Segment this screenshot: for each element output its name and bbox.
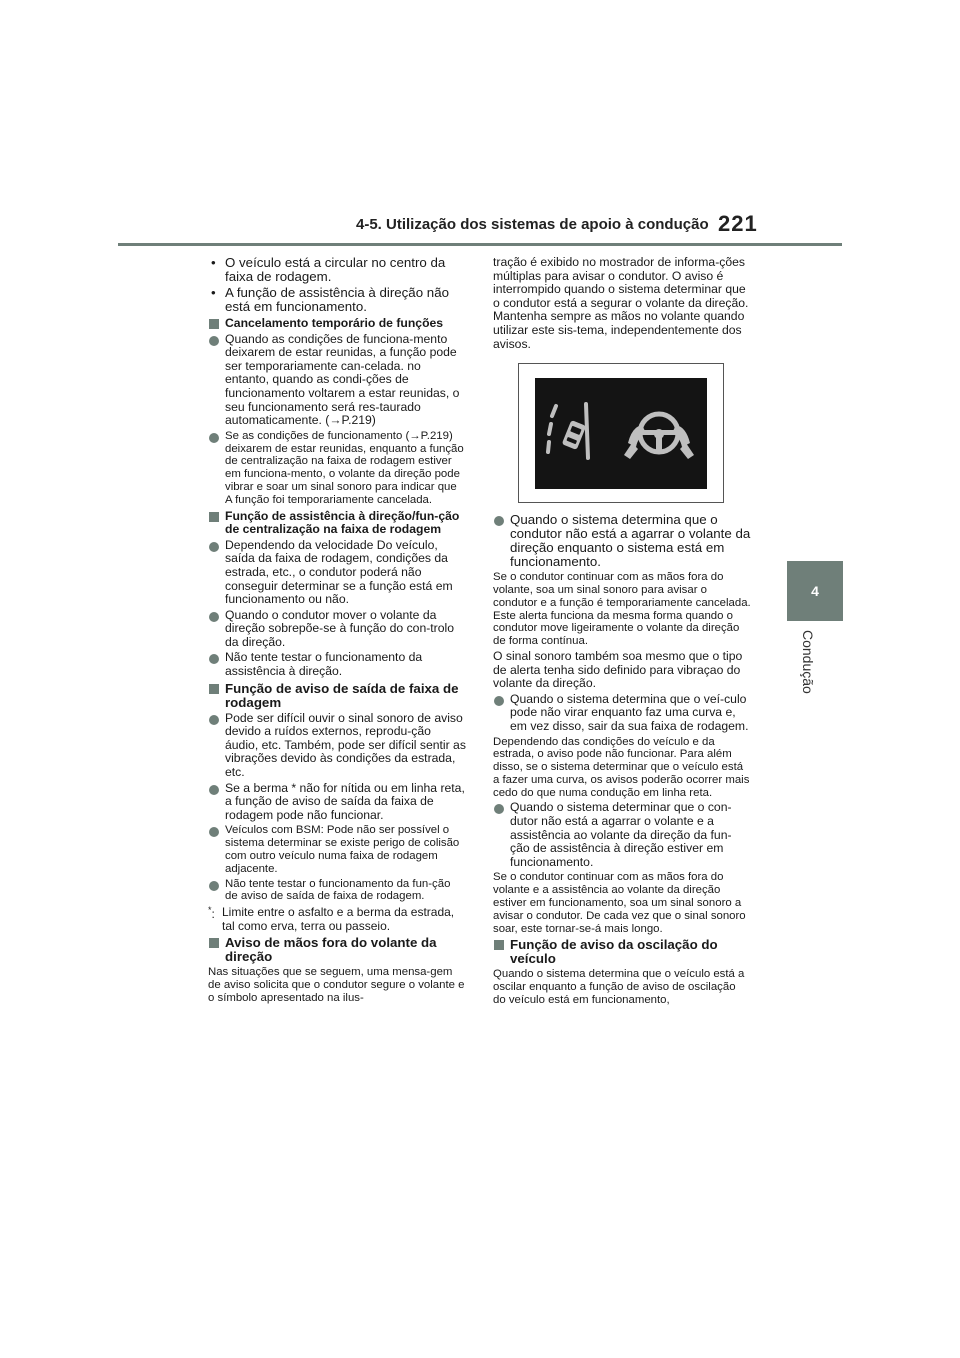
dot-item: Não tente testar o funcionamento da fun-ção de aviso de saída de faixa de rodagem. — [208, 878, 466, 904]
bullet-item: • O veículo está a circular no centro da faixa de rodagem. — [208, 256, 466, 284]
footnote-mark: *: — [208, 905, 215, 922]
dot-item: Veículos com BSM: Pode não ser possível o sistema determinar se existe perigo de colisão com outro veículo numa faixa de rodagem adjacente. — [208, 824, 466, 875]
dot-item: Dependendo da velocidade Do veículo, saída da faixa de rodagem, condições da estrada, etc., o condutor poderá não conseguir determinar se a função está em funcionamento ou não. — [208, 539, 466, 607]
left-column — [208, 256, 466, 1007]
chapter-title: 4-5. Utilização dos sistemas de apoio à condução — [356, 216, 709, 233]
section-heading: Aviso de mãos fora do volante da direção — [208, 936, 466, 964]
dot-item: Quando o condutor mover o volante da direção sobrepõe-se à função do con-trolo da direção. — [208, 609, 466, 650]
paragraph: Dependendo das condições do veículo e da estrada, o aviso pode não funcionar. Para além disso, se o sistema determinar que o veículo está a fazer uma curva, os avisos poderão ocorrer mais cedo do que numa condução em linha reta. — [493, 735, 750, 799]
footnote-text: Limite entre o asfalto e a berma da estrada, tal como erva, terra ou passeio. — [222, 905, 455, 933]
paragraph: O sinal sonoro também soa mesmo que o tipo de alerta tenha sido definido para vibraçao do volante da direção. — [493, 648, 743, 691]
section-heading: Função de aviso de saída de faixa de rodagem — [208, 682, 466, 710]
right-column — [493, 256, 751, 1009]
header-rule — [118, 243, 842, 246]
warning-illustration — [518, 363, 724, 503]
dot-item: Quando as condições de funciona-mento deixarem de estar reunidas, a função pode ser temporariamente can-celada. no entanto, quando as condi-ções de funcionamento voltarem a estar reunidas, o seu funcionamento será res-taurado automaticamente. (→P.219) — [208, 333, 466, 428]
chapter-tab-label: Condução — [800, 630, 816, 694]
lane-departure-icon — [546, 396, 600, 470]
dot-item: Se a berma * não for nítida ou em linha reta, a função de aviso de saída da faixa de rodagem pode não funcionar. — [208, 782, 466, 823]
page-number: 221 — [718, 211, 758, 236]
section-heading: Função de aviso da oscilação do veículo — [493, 938, 751, 966]
section-heading: Função de assistência à direção/fun-ção de centralização na faixa de rodagem — [208, 510, 466, 537]
dot-item: Quando o sistema determina que o veí-culo pode não virar enquanto faz uma curva e, em vez disso, sair da sua faixa de rodagem. — [493, 693, 751, 734]
paragraph: Nas situações que se seguem, uma mensa-gem de aviso solicita que o condutor segure o volante e o símbolo apresentado na ilus- — [208, 966, 465, 1004]
bullet-item: • A função de assistência à direção não está em funcionamento. — [208, 286, 466, 314]
paragraph: Se o condutor continuar com as mãos fora do volante, soa um sinal sonoro para avisar o condutor e a função é temporariamente cancelada. Este alerta funciona da mesma forma quando o condutor move ligeiramente o volante da direção de forma contínua. — [493, 571, 751, 648]
chapter-tab-number: 4 — [811, 583, 819, 599]
dot-item: Quando o sistema determina que o condutor não está a agarrar o volante da direção enquanto o sistema está em funcionamento. — [493, 513, 751, 569]
paragraph: tração é exibido no mostrador de informa-ções múltiplas para avisar o condutor. O aviso é interrompido quando o sistema determinar que o condutor está a segurar o volante da direção. Mantenha sempre as mãos no volante quando utilizar este sis-tema, independentemente dos avisos. — [493, 255, 749, 351]
section-heading: Cancelamento temporário de funções — [208, 317, 466, 331]
chapter-tab[interactable] — [787, 561, 843, 621]
dot-item: Quando o sistema determinar que o con-dutor não está a agarrar o volante e a assistência ao volante da direção da fun-ção de assistência à direção estiver em funcionamento. — [493, 801, 751, 869]
paragraph: Se o condutor continuar com as mãos fora do volante e a assistência ao volante da direção estiver em funcionamento, soa um sinal sonoro a avisar o condutor. De cada vez que o sinal sonoro soar, este tornar-se-á mais longo. — [493, 871, 746, 935]
dot-item: Pode ser difícil ouvir o sinal sonoro de aviso devido a ruídos externos, reprodu-ção áudio, etc. Também, pode ser difícil sentir as vibrações devido às condições da estrada, etc. — [208, 712, 466, 780]
multi-information-display — [535, 378, 707, 489]
footnote — [208, 906, 466, 933]
hands-on-wheel-icon — [622, 403, 696, 463]
dot-item: Não tente testar o funcionamento da assistência à direção. — [208, 651, 466, 678]
dot-item: Se as condições de funcionamento (→P.219) deixarem de estar reunidas, enquanto a função de centralização na faixa de rodagem estiver em funciona-mento, o volante da direção pode vibrar e soar um sinal sonoro para indicar que A função foi temporariamente cancelada. — [208, 430, 466, 507]
paragraph: Quando o sistema determina que o veículo está a oscilar enquanto a função de aviso de oscilação do veículo está em funcionamento, — [493, 968, 745, 1007]
